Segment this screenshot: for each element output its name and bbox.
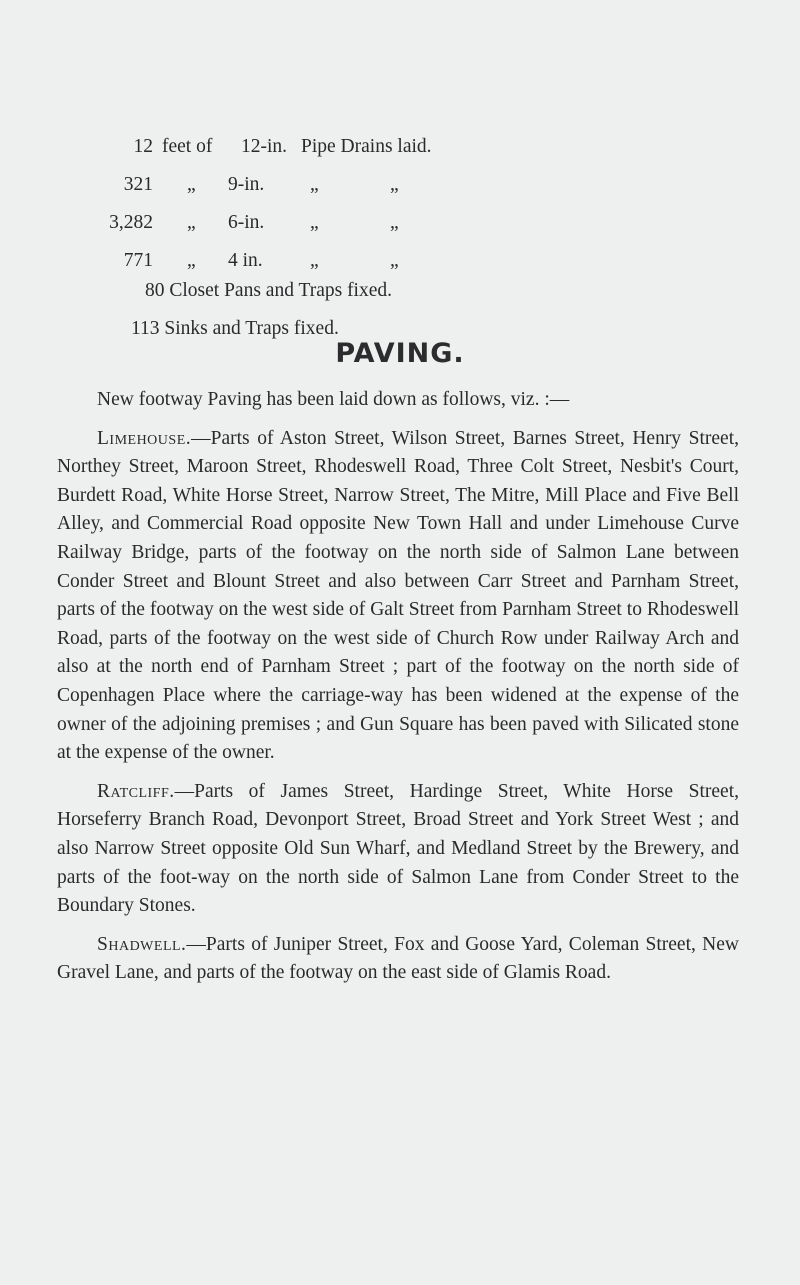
section-text: —Parts of James Street, Hardinge Street, White Horse Street, Horseferry Branch Road, Devonport Street, Broad Street and York Street West ; and also Narrow Street opposite Old Sun Wharf, and Medland Street by the Brewery, and parts of the foot-way on the north side of Salmon Lane from Conder Street to the Boundary Stones.: [57, 780, 739, 917]
drain-size: 12-in.: [241, 136, 288, 157]
section-text: —Parts of Aston Street, Wilson Street, Barnes Street, Henry Street, Northey Street, Maroon Street, Rhodeswell Road, Three Colt Street, Nesbit's Court, Burdett Road, White Horse Street, Narrow Street, The Mitre, Mill Place and Five Bell Alley, and Commercial Road opposite New Town Hall and under Limehouse Curve Railway Bridge, parts of the footway on the north side of Salmon Lane between Conder Street and Blount Street and also between Carr Street and Parnham Street, parts of the footway on the west side of Galt Street from Parnham Street to Rhodeswell Road, parts of the footway on the west side of Church Row under Railway Arch and also at the north end of Parnham Street ; part of the footway on the north side of Copenhagen Place where the carriage-way has been widened at the expense of the owner of the adjoining premises ; and Gun Square has been paved with Silicated stone at the expense of the owner.: [57, 427, 739, 764]
paving-section-ratcliff: [57, 778, 739, 921]
drain-qty: 771: [123, 250, 153, 271]
paving-section-limehouse: [57, 425, 739, 768]
drain-qty: 3,282: [109, 212, 153, 233]
drain-size: 4 in.: [228, 250, 263, 271]
drain-qty: 321: [123, 174, 153, 195]
paving-section-shadwell: [57, 931, 739, 988]
drain-unit: „: [187, 212, 196, 233]
sinks-line: 113 Sinks and Traps fixed.: [131, 318, 339, 339]
drain-size: 9-in.: [228, 174, 265, 195]
drain-ditto: „: [310, 174, 319, 195]
drain-unit: „: [187, 250, 196, 271]
drain-size: 6-in.: [228, 212, 265, 233]
drain-qty: 12: [133, 136, 153, 157]
drain-unit: „: [187, 174, 196, 195]
closets-line: 80 Closet Pans and Traps fixed.: [145, 280, 393, 301]
drain-ditto: „: [390, 174, 399, 195]
drain-unit: feet of: [162, 136, 213, 157]
drain-ditto: „: [390, 212, 399, 233]
section-place: Ratcliff.: [97, 780, 175, 802]
drain-ditto: „: [390, 250, 399, 271]
paving-intro: New footway Paving has been laid down as follows, viz. :—: [97, 389, 570, 410]
drain-description: Pipe Drains laid.: [301, 136, 432, 157]
drain-ditto: „: [310, 250, 319, 271]
section-place: Limehouse.: [97, 427, 192, 449]
paving-heading: PAVING.: [335, 338, 465, 369]
section-text: —Parts of Juniper Street, Fox and Goose Yard, Coleman Street, New Gravel Lane, and parts of the footway on the east side of Glamis Road.: [57, 933, 739, 984]
section-place: Shadwell.: [97, 933, 187, 955]
paving-body: [57, 386, 739, 998]
drain-ditto: „: [310, 212, 319, 233]
